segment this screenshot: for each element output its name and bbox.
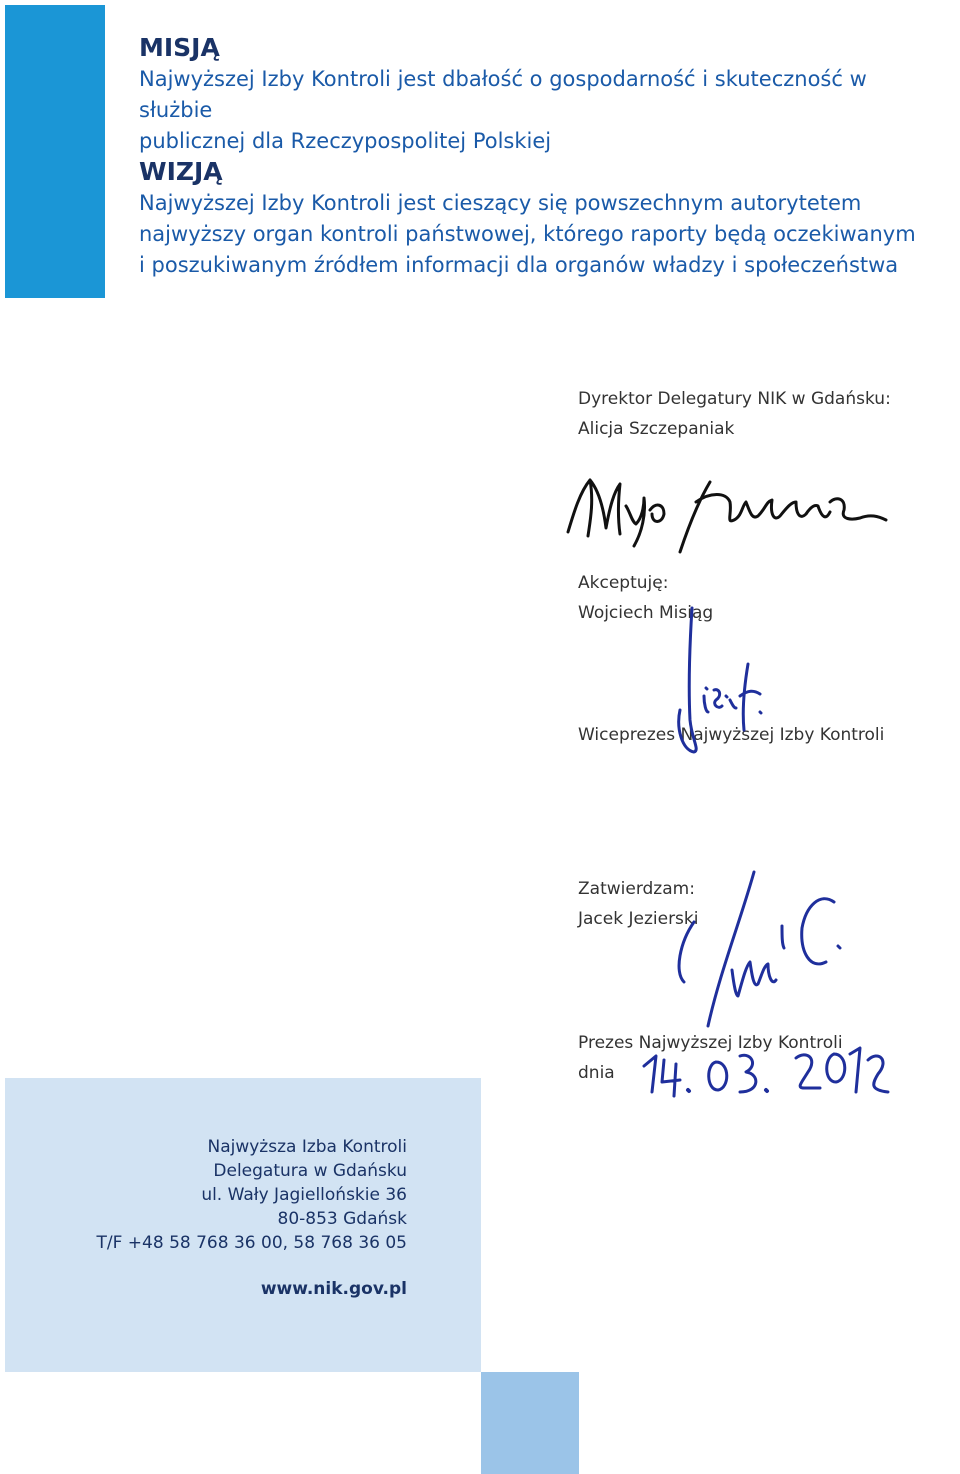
vision-line-2: najwyższy organ kontroli państwowej, którego raporty będą oczekiwanym xyxy=(139,222,916,246)
address-block xyxy=(80,1135,407,1255)
address-organization: Najwyższa Izba Kontroli xyxy=(207,1137,407,1157)
decorative-blue-block xyxy=(481,1372,579,1474)
president-signature xyxy=(660,862,860,1042)
director-role: Dyrektor Delegatury NIK w Gdańsku: xyxy=(578,389,891,409)
accept-role: Wiceprezes Najwyższej Izby Kontroli xyxy=(578,725,885,745)
accept-name: Wojciech Misiąg xyxy=(578,603,714,623)
director-signature xyxy=(560,462,900,562)
decorative-blue-bar xyxy=(5,5,105,298)
approve-role: Prezes Najwyższej Izby Kontroli xyxy=(578,1033,843,1053)
accept-label: Akceptuję: xyxy=(578,573,669,593)
vision-section xyxy=(139,156,949,281)
vice-president-signature xyxy=(664,600,774,760)
mission-line-2: publicznej dla Rzeczypospolitej Polskiej xyxy=(139,129,552,153)
director-name: Alicja Szczepaniak xyxy=(578,419,735,439)
handwritten-date xyxy=(636,1042,896,1102)
approve-label: Zatwierdzam: xyxy=(578,879,695,899)
address-phone: T/F +48 58 768 36 00, 58 768 36 05 xyxy=(96,1233,407,1253)
address-postal: 80-853 Gdańsk xyxy=(277,1209,407,1229)
mission-section xyxy=(139,32,939,157)
address-street: ul. Wały Jagiellońskie 36 xyxy=(201,1185,407,1205)
address-branch: Delegatura w Gdańsku xyxy=(213,1161,407,1181)
approve-name: Jacek Jezierski xyxy=(578,909,699,929)
website-link[interactable]: www.nik.gov.pl xyxy=(260,1279,407,1299)
vision-line-3: i poszukiwanym źródłem informacji dla organów władzy i społeczeństwa xyxy=(139,253,899,277)
vision-line-1: Najwyższej Izby Kontroli jest cieszący się powszechnym autorytetem xyxy=(139,191,862,215)
vision-heading: WIZJĄ xyxy=(139,157,223,186)
date-label: dnia xyxy=(578,1063,615,1083)
mission-heading: MISJĄ xyxy=(139,33,220,62)
mission-line-1: Najwyższej Izby Kontroli jest dbałość o gospodarność i skuteczność w służbie xyxy=(139,67,867,122)
